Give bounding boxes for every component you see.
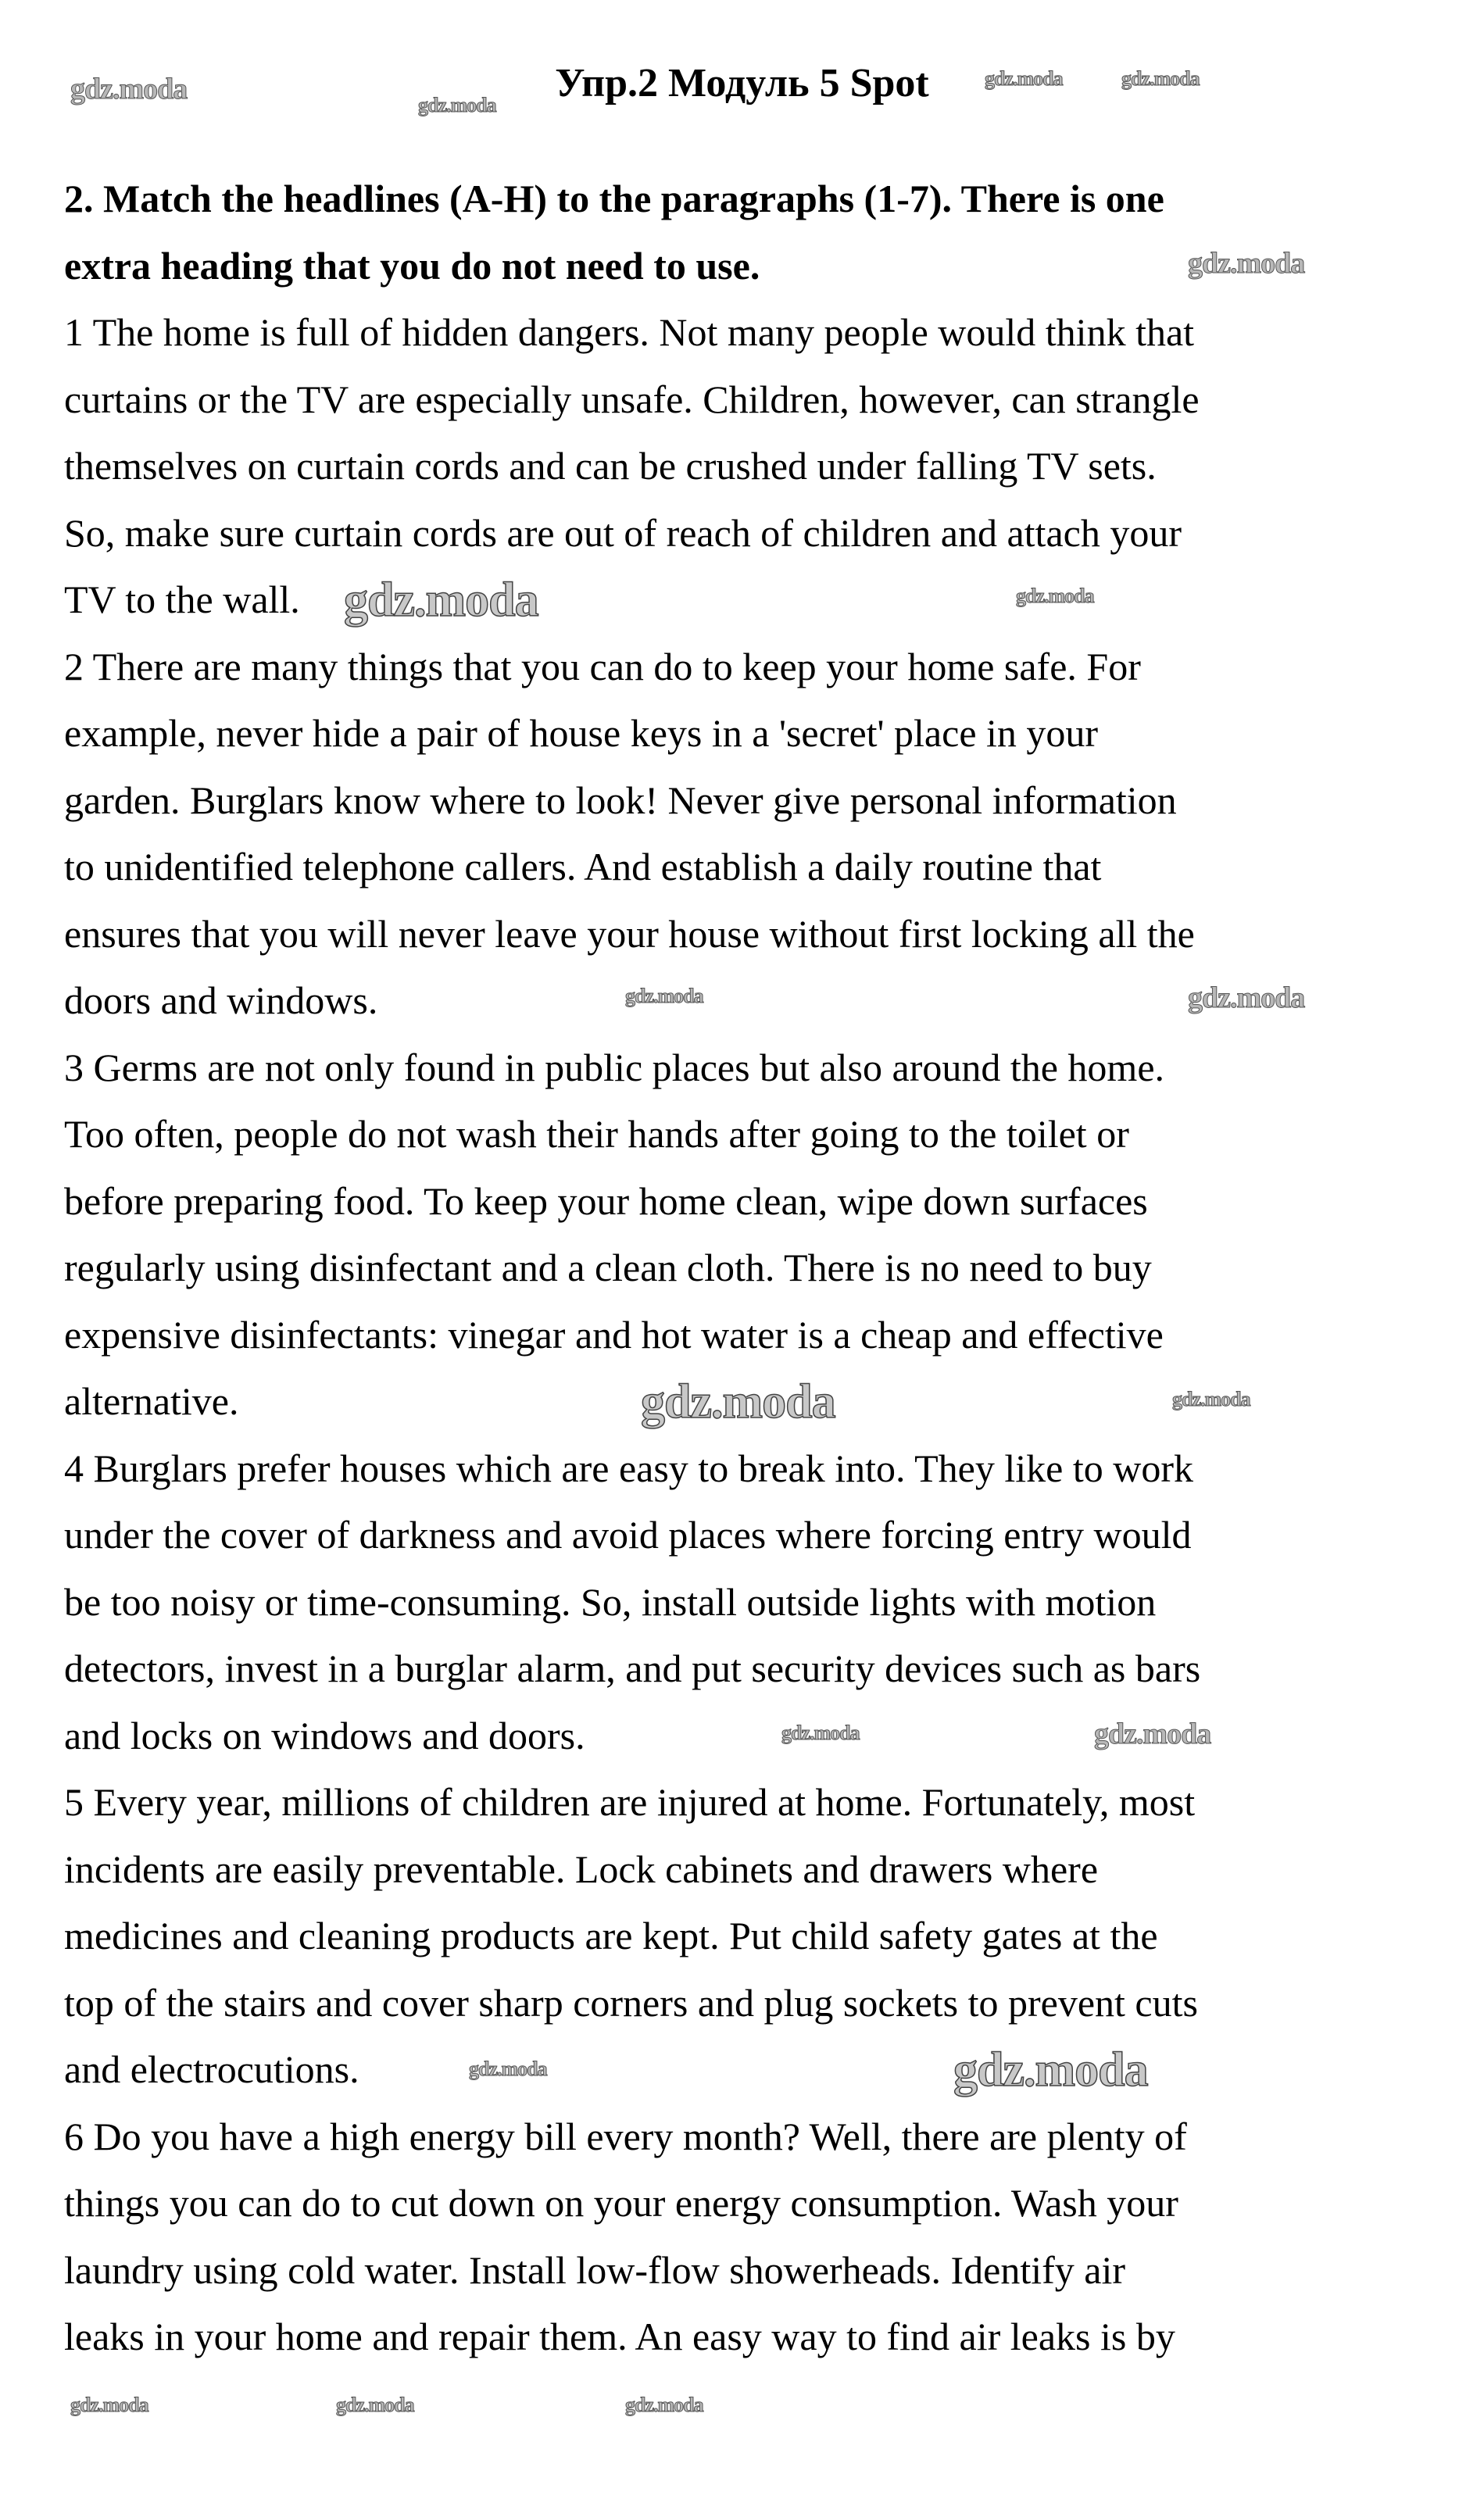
paragraph-line: So, make sure curtain cords are out of reach of children and attach your [64,510,1182,555]
paragraphs [64,299,1455,2371]
paragraph-line: alternative. [64,1379,239,1423]
paragraph-line: themselves on curtain cords and can be crushed under falling TV sets. [64,444,1157,488]
paragraph-line: regularly using disinfectant and a clean cloth. There is no need to buy [64,1246,1152,1289]
paragraph-line: top of the stairs and cover sharp corners and plug sockets to prevent cuts [64,1980,1198,2025]
paragraph-line: under the cover of darkness and avoid places where forcing entry would [64,1513,1192,1557]
paragraph-6 [64,2104,1455,2371]
paragraph-4 [64,1435,1455,1770]
paragraph-1 [64,299,1455,634]
paragraph-2 [64,634,1455,1035]
instruction-line: 2. Match the headlines (A-H) to the paragraphs (1-7). There is one [64,177,1164,220]
watermark-logo: gdz.moda [1094,1718,1211,1750]
paragraph-line: 1 The home is full of hidden dangers. Not many people would think that [64,310,1195,354]
paragraph-line: things you can do to cut down on your energy consumption. Wash your [64,2181,1178,2225]
watermark-logo: gdz.moda [641,1375,835,1428]
watermark-logo: gdz.moda [985,67,1063,90]
watermark-logo: gdz.moda [336,2394,414,2416]
paragraph-line: 3 Germs are not only found in public places but also around the home. [64,1045,1165,1089]
watermark-logo: gdz.moda [1188,981,1305,1014]
watermark-logo: gdz.moda [418,94,496,116]
paragraph-line: 6 Do you have a high energy bill every month? Well, there are plenty of [64,2114,1187,2158]
paragraph-line: and locks on windows and doors. [64,1713,585,1757]
instruction-line: extra heading that you do not need to use. [64,243,760,288]
paragraph-line: 4 Burglars prefer houses which are easy to break into. They like to work [64,1446,1193,1490]
watermark-logo: gdz.moda [625,985,703,1007]
paragraph-line: before preparing food. To keep your home clean, wipe down surfaces [64,1178,1148,1223]
paragraph-line: ensures that you will never leave your house without first locking all the [64,911,1195,956]
paragraph-line: leaks in your home and repair them. An easy way to find air leaks is by [64,2315,1175,2358]
watermark-logo: gdz.moda [1016,585,1094,607]
watermark-logo: gdz.moda [1188,247,1305,280]
watermark-logo: gdz.moda [625,2394,703,2416]
page-title: Упр.2 Модуль 5 Spot [555,61,929,105]
paragraph-line: doors and windows. [64,978,378,1022]
watermark-logo: gdz.moda [344,574,538,627]
paragraph-line: TV to the wall. [64,577,300,621]
paragraph-line: laundry using cold water. Install low-flow showerheads. Identify air [64,2247,1125,2292]
watermark-logo: gdz.moda [469,2057,547,2080]
watermark-logo: gdz.moda [70,2394,148,2416]
paragraph-line: incidents are easily preventable. Lock cabinets and drawers where [64,1847,1099,1891]
watermark-logo: gdz.moda [1172,1388,1250,1410]
paragraph-line: expensive disinfectants: vinegar and hot water is a cheap and effective [64,1312,1164,1357]
paragraph-line: to unidentified telephone callers. And establish a daily routine that [64,845,1102,888]
paragraph-line: be too noisy or time-consuming. So, install outside lights with motion [64,1579,1157,1624]
watermark-logo: gdz.moda [1121,67,1200,90]
paragraph-line: Too often, people do not wash their hands after going to the toilet or [64,1112,1129,1156]
exercise-content [64,166,1455,2371]
watermark-logo: gdz.moda [781,1721,860,1744]
paragraph-line: 2 There are many things that you can do to keep your home safe. For [64,644,1141,688]
paragraph-line: medicines and cleaning products are kept. Put child safety gates at the [64,1914,1158,1957]
paragraph-5 [64,1769,1455,2104]
paragraph-line: curtains or the TV are especially unsafe. Children, however, can strangle [64,377,1200,421]
paragraph-line: 5 Every year, millions of children are injured at home. Fortunately, most [64,1780,1196,1824]
watermark-logo: gdz.moda [953,2043,1148,2097]
paragraph-line: example, never hide a pair of house keys in a 'secret' place in your [64,711,1099,755]
watermark-logo: gdz.moda [70,73,188,105]
paragraph-line: garden. Burglars know where to look! Never give personal information [64,778,1177,822]
paragraph-line: and electrocutions. [64,2047,359,2091]
paragraph-line: detectors, invest in a burglar alarm, and put security devices such as bars [64,1646,1201,1690]
